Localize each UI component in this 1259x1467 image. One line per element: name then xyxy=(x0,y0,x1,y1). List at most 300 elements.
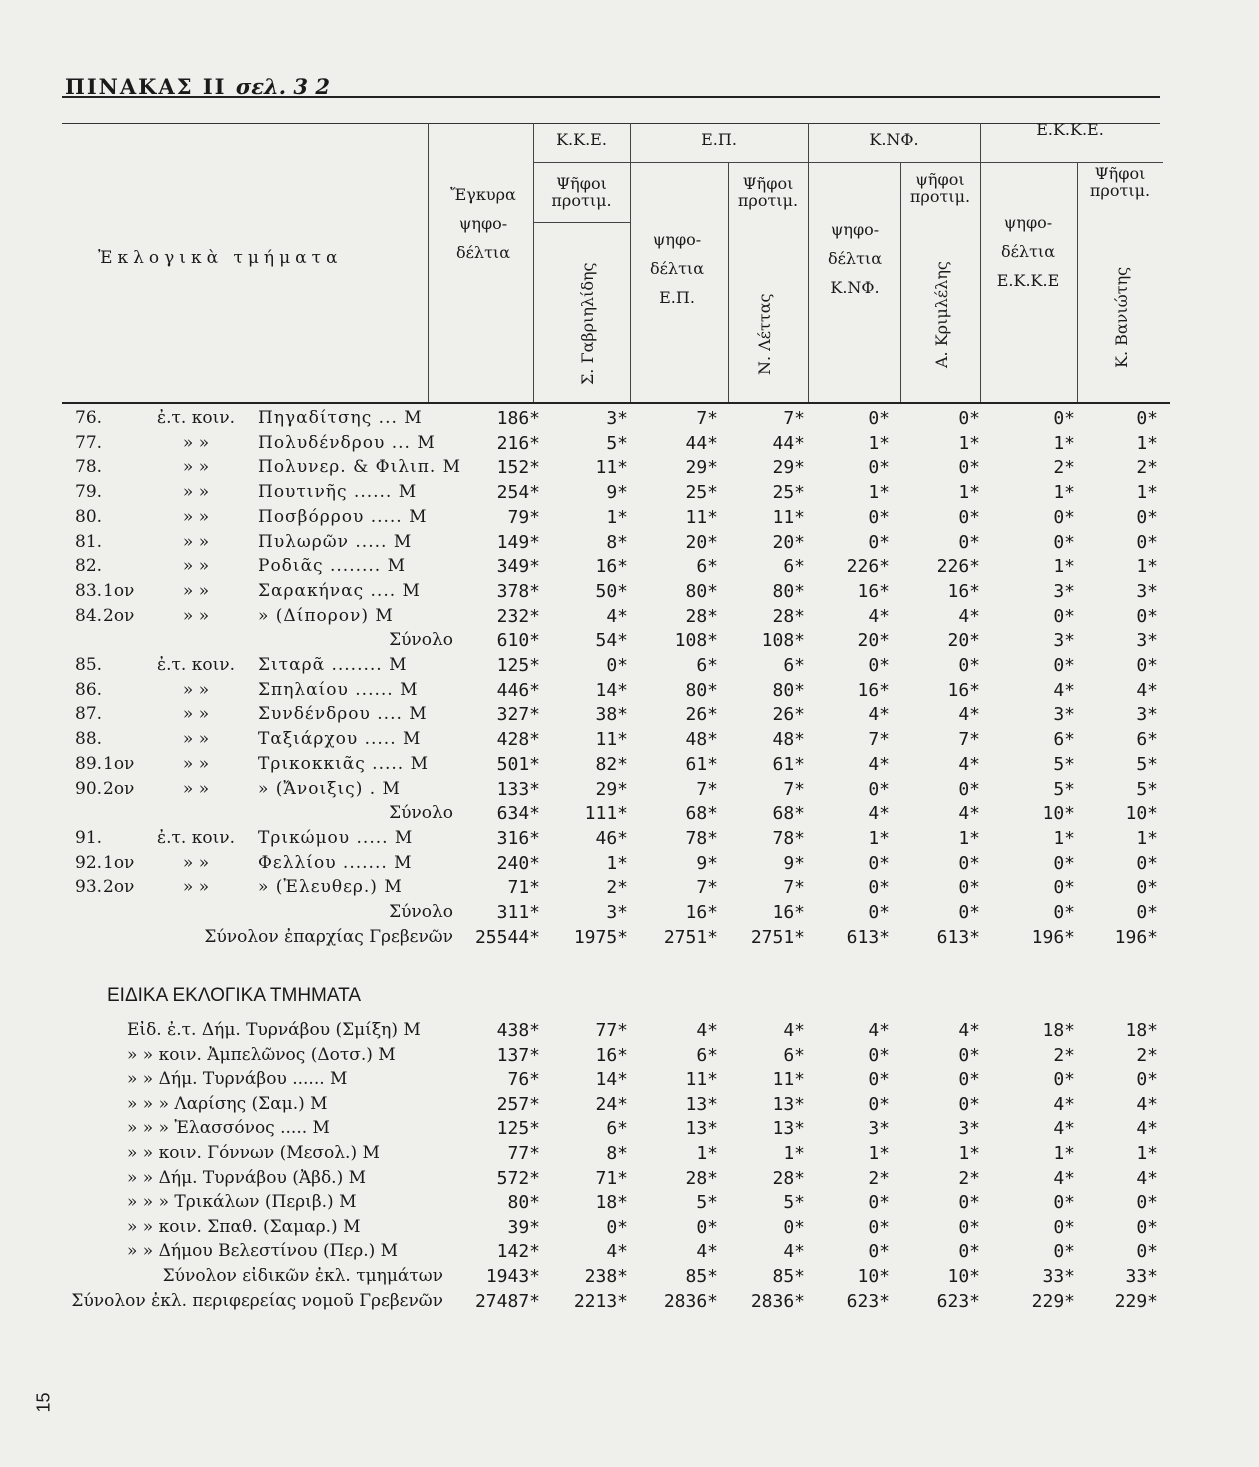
row-value: 133* xyxy=(496,778,540,800)
row-name: Τρικώμου ..... Μ xyxy=(258,827,414,848)
row-value: 4* xyxy=(1136,1167,1158,1189)
row-value: 9* xyxy=(696,852,718,874)
row-name: Εἰδ. ἐ.τ. Δήμ. Τυρνάβου (Σμίξη) Μ xyxy=(127,1020,421,1040)
row-name: » (Ἄνοιξις) . Μ xyxy=(258,778,401,799)
row-value: 13* xyxy=(772,1118,805,1140)
row-value: 240* xyxy=(496,852,540,874)
row-name: » » Δήμ. Τυρνάβου (Ἀβδ.) Μ xyxy=(127,1167,367,1188)
row-value: 316* xyxy=(496,827,540,849)
row-value: 10* xyxy=(857,1266,890,1287)
row-value: 572* xyxy=(496,1167,540,1189)
row-value: 61* xyxy=(772,753,805,775)
row-value: 623* xyxy=(936,1290,980,1312)
row-value: 16* xyxy=(595,1044,628,1066)
row-value: 28* xyxy=(772,605,805,627)
table-row xyxy=(0,1045,1259,1070)
row-value: 446* xyxy=(496,679,540,701)
row-value: 20* xyxy=(857,630,890,652)
row-value: 1* xyxy=(868,482,890,504)
row-type: » » xyxy=(182,753,210,774)
row-value: 610* xyxy=(496,630,540,652)
row-value: 28* xyxy=(685,1167,718,1189)
row-value: 1* xyxy=(1053,827,1075,849)
row-value: 3* xyxy=(868,1118,890,1140)
row-ordinal: 1ον xyxy=(103,580,135,601)
row-value: 0* xyxy=(1053,1192,1075,1214)
row-value: 0* xyxy=(1053,877,1075,899)
row-name: » » » Τρικάλων (Περιβ.) Μ xyxy=(127,1192,357,1213)
row-value: 76* xyxy=(507,1069,540,1091)
row-name: » » Δήμ. Τυρνάβου ...... Μ xyxy=(127,1069,348,1090)
row-value: 1* xyxy=(1136,482,1158,504)
row-value: 6* xyxy=(1136,729,1158,751)
row-value: 7* xyxy=(958,729,980,751)
row-number: 80. xyxy=(75,506,103,527)
row-value: 13* xyxy=(685,1118,718,1140)
row-value: 29* xyxy=(685,457,718,479)
row-value: 48* xyxy=(685,729,718,751)
table-row xyxy=(0,1020,1259,1045)
row-value: 20* xyxy=(685,531,718,553)
row-value: 25544* xyxy=(474,926,540,948)
row-type: » » xyxy=(182,457,210,478)
row-value: 0* xyxy=(1136,1192,1158,1214)
row-value: 0* xyxy=(1136,1241,1158,1263)
table-row xyxy=(0,877,1259,902)
knf-header: Κ.ΝΦ. xyxy=(869,130,919,149)
row-name: Σπηλαίου ...... Μ xyxy=(258,679,419,700)
row-value: 10* xyxy=(1125,803,1158,825)
table-row xyxy=(0,1094,1259,1119)
row-value: 137* xyxy=(496,1044,540,1066)
row-value: 0* xyxy=(958,902,980,923)
row-value: 6* xyxy=(783,655,805,676)
row-value: 9* xyxy=(606,482,628,504)
row-value: 0* xyxy=(958,1093,980,1115)
row-value: 2* xyxy=(1053,1044,1075,1066)
table-subtitle: σελ. 3 2 xyxy=(235,74,330,99)
row-value: 68* xyxy=(685,803,718,825)
row-value: 623* xyxy=(846,1290,890,1312)
row-value: 4* xyxy=(868,704,890,726)
row-value: 13* xyxy=(685,1093,718,1115)
table-row xyxy=(0,606,1259,631)
row-value: 0* xyxy=(868,877,890,899)
table-title: ΠΙΝΑΚΑΣ ΙΙ σελ. 3 2 xyxy=(65,74,330,99)
knf-candidate: Α. Κριμλέλης xyxy=(932,261,951,368)
row-value: 11* xyxy=(685,506,718,528)
row-type: ἐ.τ. κοιν. xyxy=(156,655,235,675)
ekke-ballots-header: ψηφο- δέλτια Ε.Κ.Κ.Ε xyxy=(996,213,1060,290)
row-value: 3* xyxy=(606,408,628,429)
row-value: 1943* xyxy=(485,1266,540,1287)
row-value: 8* xyxy=(606,531,628,553)
row-value: 4* xyxy=(868,753,890,775)
row-total-label: Σύνολο xyxy=(389,630,453,651)
row-value: 3* xyxy=(1053,630,1075,652)
row-number: 93. xyxy=(75,877,103,898)
kke-candidate: Σ. Γαβριηλίδης xyxy=(578,262,597,385)
table-row xyxy=(0,779,1259,804)
row-value: 0* xyxy=(1136,605,1158,627)
table-row xyxy=(0,581,1259,606)
row-name: Πουτινῆς ...... Μ xyxy=(258,482,418,503)
row-number: 89. xyxy=(75,753,103,774)
row-value: 1* xyxy=(1136,1143,1158,1164)
row-value: 7* xyxy=(696,778,718,800)
row-value: 7* xyxy=(696,877,718,899)
row-type: ἐ.τ. κοιν. xyxy=(156,408,235,428)
header-divider xyxy=(428,123,429,402)
header-divider xyxy=(980,123,981,402)
row-value: 16* xyxy=(595,556,628,578)
row-total-label: Σύνολο xyxy=(389,803,453,824)
row-ordinal: 2ον xyxy=(103,605,135,626)
row-value: 16* xyxy=(772,902,805,923)
row-number: 83. xyxy=(75,580,103,601)
row-value: 2836* xyxy=(750,1290,805,1312)
row-value: 2751* xyxy=(750,926,805,948)
row-number: 76. xyxy=(75,408,103,428)
row-number: 88. xyxy=(75,729,103,750)
table-row xyxy=(0,902,1259,927)
row-value: 5* xyxy=(606,432,628,454)
kke-header: Κ.Κ.Ε. xyxy=(556,130,607,149)
row-value: 0* xyxy=(1053,408,1075,429)
row-value: 0* xyxy=(958,506,980,528)
row-value: 3* xyxy=(1053,704,1075,726)
row-value: 80* xyxy=(685,580,718,602)
row-value: 71* xyxy=(507,877,540,899)
row-number: 82. xyxy=(75,556,103,577)
special-sections-title: ΕΙΔΙΚΑ ΕΚΛΟΓΙΚΑ ΤΜΗΜΑΤΑ xyxy=(107,985,362,1006)
row-value: 77* xyxy=(595,1020,628,1041)
row-value: 16* xyxy=(947,580,980,602)
row-value: 6* xyxy=(1053,729,1075,751)
row-value: 26* xyxy=(685,704,718,726)
row-value: 613* xyxy=(846,926,890,948)
row-value: 4* xyxy=(783,1020,805,1041)
row-value: 33* xyxy=(1125,1266,1158,1287)
row-value: 29* xyxy=(595,778,628,800)
row-value: 71* xyxy=(595,1167,628,1189)
row-type: » » xyxy=(182,679,210,700)
row-name: » » » Λαρίσης (Σαμ.) Μ xyxy=(127,1093,328,1114)
row-value: 26* xyxy=(772,704,805,726)
table-row xyxy=(0,1192,1259,1217)
row-value: 10* xyxy=(947,1266,980,1287)
row-value: 6* xyxy=(696,1044,718,1066)
row-name: Συνδένδρου .... Μ xyxy=(258,704,428,725)
row-value: 0* xyxy=(958,1216,980,1238)
row-value: 4* xyxy=(1053,1167,1075,1189)
row-value: 1* xyxy=(958,827,980,849)
row-value: 4* xyxy=(868,605,890,627)
row-value: 4* xyxy=(958,1020,980,1041)
row-value: 2* xyxy=(868,1167,890,1189)
row-value: 349* xyxy=(496,556,540,578)
row-value: 4* xyxy=(868,1020,890,1041)
row-value: 1* xyxy=(868,1143,890,1164)
ep-pref-header: Ψῆφοι προτιμ. xyxy=(737,174,799,210)
col-header-valid: Ἔγκυρα ψηφο- δέλτια xyxy=(450,185,516,262)
row-value: 0* xyxy=(783,1216,805,1238)
row-value: 20* xyxy=(947,630,980,652)
row-value: 1* xyxy=(868,827,890,849)
row-value: 82* xyxy=(595,753,628,775)
row-value: 0* xyxy=(1136,408,1158,429)
row-value: 2751* xyxy=(663,926,718,948)
row-value: 0* xyxy=(868,655,890,676)
row-value: 79* xyxy=(507,506,540,528)
row-value: 0* xyxy=(1136,506,1158,528)
row-value: 0* xyxy=(868,408,890,429)
table-row xyxy=(0,853,1259,878)
row-value: 0* xyxy=(868,1093,890,1115)
row-name: Ταξιάρχου ..... Μ xyxy=(258,729,422,750)
row-name: » » » Ἐλασσόνος ..... Μ xyxy=(127,1118,330,1139)
row-value: 216* xyxy=(496,432,540,454)
row-value: 1* xyxy=(1053,1143,1075,1164)
header-subrule xyxy=(533,222,630,223)
row-total-label: Σύνολον ἐκλ. περιφερείας νομοῦ Γρεβενῶν xyxy=(71,1290,443,1311)
row-value: 4* xyxy=(1136,679,1158,701)
row-value: 4* xyxy=(606,605,628,627)
row-value: 4* xyxy=(1136,1118,1158,1140)
row-value: 2* xyxy=(606,877,628,899)
row-value: 4* xyxy=(783,1241,805,1263)
row-value: 4* xyxy=(696,1241,718,1263)
row-value: 0* xyxy=(958,457,980,479)
row-value: 0* xyxy=(958,655,980,676)
row-value: 0* xyxy=(606,1216,628,1238)
row-name: Ροδιᾶς ........ Μ xyxy=(258,556,407,577)
row-value: 2* xyxy=(1136,457,1158,479)
row-value: 634* xyxy=(496,803,540,825)
row-value: 257* xyxy=(496,1093,540,1115)
ep-ballots-header: ψηφο- δέλτια Ε.Π. xyxy=(650,230,704,307)
row-value: 1* xyxy=(1053,432,1075,454)
row-value: 152* xyxy=(496,457,540,479)
row-value: 0* xyxy=(868,852,890,874)
row-value: 0* xyxy=(958,877,980,899)
row-value: 2* xyxy=(958,1167,980,1189)
row-value: 4* xyxy=(958,704,980,726)
row-value: 2* xyxy=(1053,457,1075,479)
row-value: 11* xyxy=(685,1069,718,1091)
row-value: 80* xyxy=(772,580,805,602)
row-value: 5* xyxy=(1053,753,1075,775)
row-value: 0* xyxy=(606,655,628,676)
row-value: 1* xyxy=(958,1143,980,1164)
row-value: 7* xyxy=(783,877,805,899)
row-value: 5* xyxy=(696,1192,718,1214)
row-value: 0* xyxy=(958,1192,980,1214)
row-total-label: Σύνολο xyxy=(389,902,453,922)
row-type: » » xyxy=(182,482,210,503)
row-total-label: Σύνολον εἰδικῶν ἐκλ. τμημάτων xyxy=(162,1266,443,1286)
row-number: 84. xyxy=(75,605,103,626)
row-number: 91. xyxy=(75,827,103,848)
row-value: 0* xyxy=(868,1216,890,1238)
row-name: Φελλίου ....... Μ xyxy=(258,852,413,873)
table-row xyxy=(0,680,1259,705)
row-value: 3* xyxy=(606,902,628,923)
row-value: 14* xyxy=(595,1069,628,1091)
row-value: 0* xyxy=(868,1192,890,1214)
row-value: 1* xyxy=(1136,432,1158,454)
table-row xyxy=(0,408,1259,433)
row-value: 0* xyxy=(1053,902,1075,923)
row-value: 0* xyxy=(1053,605,1075,627)
row-name: Πολυδένδρου ... Μ xyxy=(258,432,436,453)
row-value: 4* xyxy=(696,1020,718,1041)
row-value: 0* xyxy=(958,531,980,553)
row-value: 80* xyxy=(772,679,805,701)
row-value: 0* xyxy=(868,506,890,528)
row-number: 86. xyxy=(75,679,103,700)
row-value: 0* xyxy=(868,1241,890,1263)
row-value: 142* xyxy=(496,1241,540,1263)
table-row xyxy=(0,803,1259,828)
top-rule xyxy=(62,96,1160,98)
row-value: 7* xyxy=(783,408,805,429)
row-name: » » Δήμου Βελεστίνου (Περ.) Μ xyxy=(127,1241,399,1262)
row-value: 68* xyxy=(772,803,805,825)
row-value: 3* xyxy=(1053,580,1075,602)
row-value: 77* xyxy=(507,1143,540,1164)
row-value: 46* xyxy=(595,827,628,849)
row-value: 1* xyxy=(1136,556,1158,578)
row-value: 428* xyxy=(496,729,540,751)
row-value: 2* xyxy=(1136,1044,1158,1066)
row-value: 108* xyxy=(674,630,718,652)
row-value: 0* xyxy=(868,457,890,479)
row-number: 87. xyxy=(75,704,103,725)
row-value: 613* xyxy=(936,926,980,948)
row-value: 1* xyxy=(783,1143,805,1164)
row-value: 24* xyxy=(595,1093,628,1115)
row-ordinal: 2ον xyxy=(103,877,135,898)
row-value: 16* xyxy=(685,902,718,923)
row-value: 27487* xyxy=(474,1290,540,1312)
page-number: 15 xyxy=(33,1392,54,1413)
row-value: 3* xyxy=(1136,580,1158,602)
row-value: 254* xyxy=(496,482,540,504)
row-value: 5* xyxy=(1136,778,1158,800)
row-value: 6* xyxy=(783,1044,805,1066)
row-value: 0* xyxy=(868,531,890,553)
row-value: 10* xyxy=(1042,803,1075,825)
row-value: 11* xyxy=(595,457,628,479)
row-value: 232* xyxy=(496,605,540,627)
ekke-header: Ε.Κ.Κ.Ε. xyxy=(1036,120,1104,139)
table-row xyxy=(0,1069,1259,1094)
row-value: 18* xyxy=(1125,1020,1158,1041)
row-value: 0* xyxy=(958,1241,980,1263)
header-divider xyxy=(630,123,631,402)
row-value: 5* xyxy=(1136,753,1158,775)
row-value: 29* xyxy=(772,457,805,479)
row-value: 28* xyxy=(685,605,718,627)
table-row xyxy=(0,1266,1259,1291)
row-value: 18* xyxy=(595,1192,628,1214)
table-row xyxy=(0,1143,1259,1168)
row-value: 186* xyxy=(496,408,540,429)
knf-ballots-header: ψηφο- δέλτια Κ.ΝΦ. xyxy=(828,220,882,297)
row-ordinal: 1ον xyxy=(103,753,135,774)
row-value: 1* xyxy=(606,506,628,528)
row-value: 438* xyxy=(496,1020,540,1041)
row-value: 327* xyxy=(496,704,540,726)
row-value: 0* xyxy=(868,1069,890,1091)
row-name: » » κοιν. Σπαθ. (Σαμαρ.) Μ xyxy=(127,1216,361,1237)
table-row xyxy=(0,556,1259,581)
row-value: 5* xyxy=(783,1192,805,1214)
row-value: 4* xyxy=(958,605,980,627)
row-value: 18* xyxy=(1042,1020,1075,1041)
row-value: 6* xyxy=(696,556,718,578)
row-name: Ποσβόρρου ..... Μ xyxy=(258,506,428,527)
row-value: 149* xyxy=(496,531,540,553)
row-value: 111* xyxy=(584,803,628,825)
row-name: Σιταρᾶ ........ Μ xyxy=(258,655,408,675)
row-value: 38* xyxy=(595,704,628,726)
row-value: 0* xyxy=(1053,531,1075,553)
row-value: 0* xyxy=(1136,655,1158,676)
row-name: » » κοιν. Γόννων (Μεσολ.) Μ xyxy=(127,1143,380,1163)
row-value: 25* xyxy=(685,482,718,504)
row-value: 80* xyxy=(685,679,718,701)
table-row xyxy=(0,1118,1259,1143)
row-ordinal: 1ον xyxy=(103,852,135,873)
table-row xyxy=(0,532,1259,557)
row-value: 6* xyxy=(696,655,718,676)
row-type: » » xyxy=(182,852,210,873)
row-value: 501* xyxy=(496,753,540,775)
row-value: 1* xyxy=(696,1143,718,1164)
row-value: 0* xyxy=(868,778,890,800)
row-value: 0* xyxy=(1136,877,1158,899)
kke-pref-header: Ψῆφοι προτιμ. xyxy=(551,174,612,210)
row-number: 90. xyxy=(75,778,103,799)
table-row xyxy=(0,507,1259,532)
row-value: 50* xyxy=(595,580,628,602)
row-value: 7* xyxy=(783,778,805,800)
row-value: 0* xyxy=(958,1044,980,1066)
row-value: 1* xyxy=(958,482,980,504)
row-value: 229* xyxy=(1114,1290,1158,1312)
row-number: 85. xyxy=(75,655,103,675)
row-number: 78. xyxy=(75,457,103,478)
row-value: 0* xyxy=(1053,1216,1075,1238)
row-type: » » xyxy=(182,432,210,453)
row-value: 229* xyxy=(1031,1290,1075,1312)
row-value: 1* xyxy=(606,852,628,874)
row-type: » » xyxy=(182,877,210,898)
row-total-label: Σύνολον ἐπαρχίας Γρεβενῶν xyxy=(204,926,453,947)
row-value: 0* xyxy=(958,852,980,874)
row-type: ἐ.τ. κοιν. xyxy=(156,827,235,848)
row-value: 3* xyxy=(1136,630,1158,652)
header-bottom-rule xyxy=(62,402,1170,404)
row-number: 81. xyxy=(75,531,103,552)
row-value: 4* xyxy=(1053,1118,1075,1140)
row-value: 7* xyxy=(868,729,890,751)
row-value: 0* xyxy=(868,902,890,923)
row-value: 16* xyxy=(947,679,980,701)
ep-candidate: Ν. Λέττας xyxy=(755,293,774,375)
